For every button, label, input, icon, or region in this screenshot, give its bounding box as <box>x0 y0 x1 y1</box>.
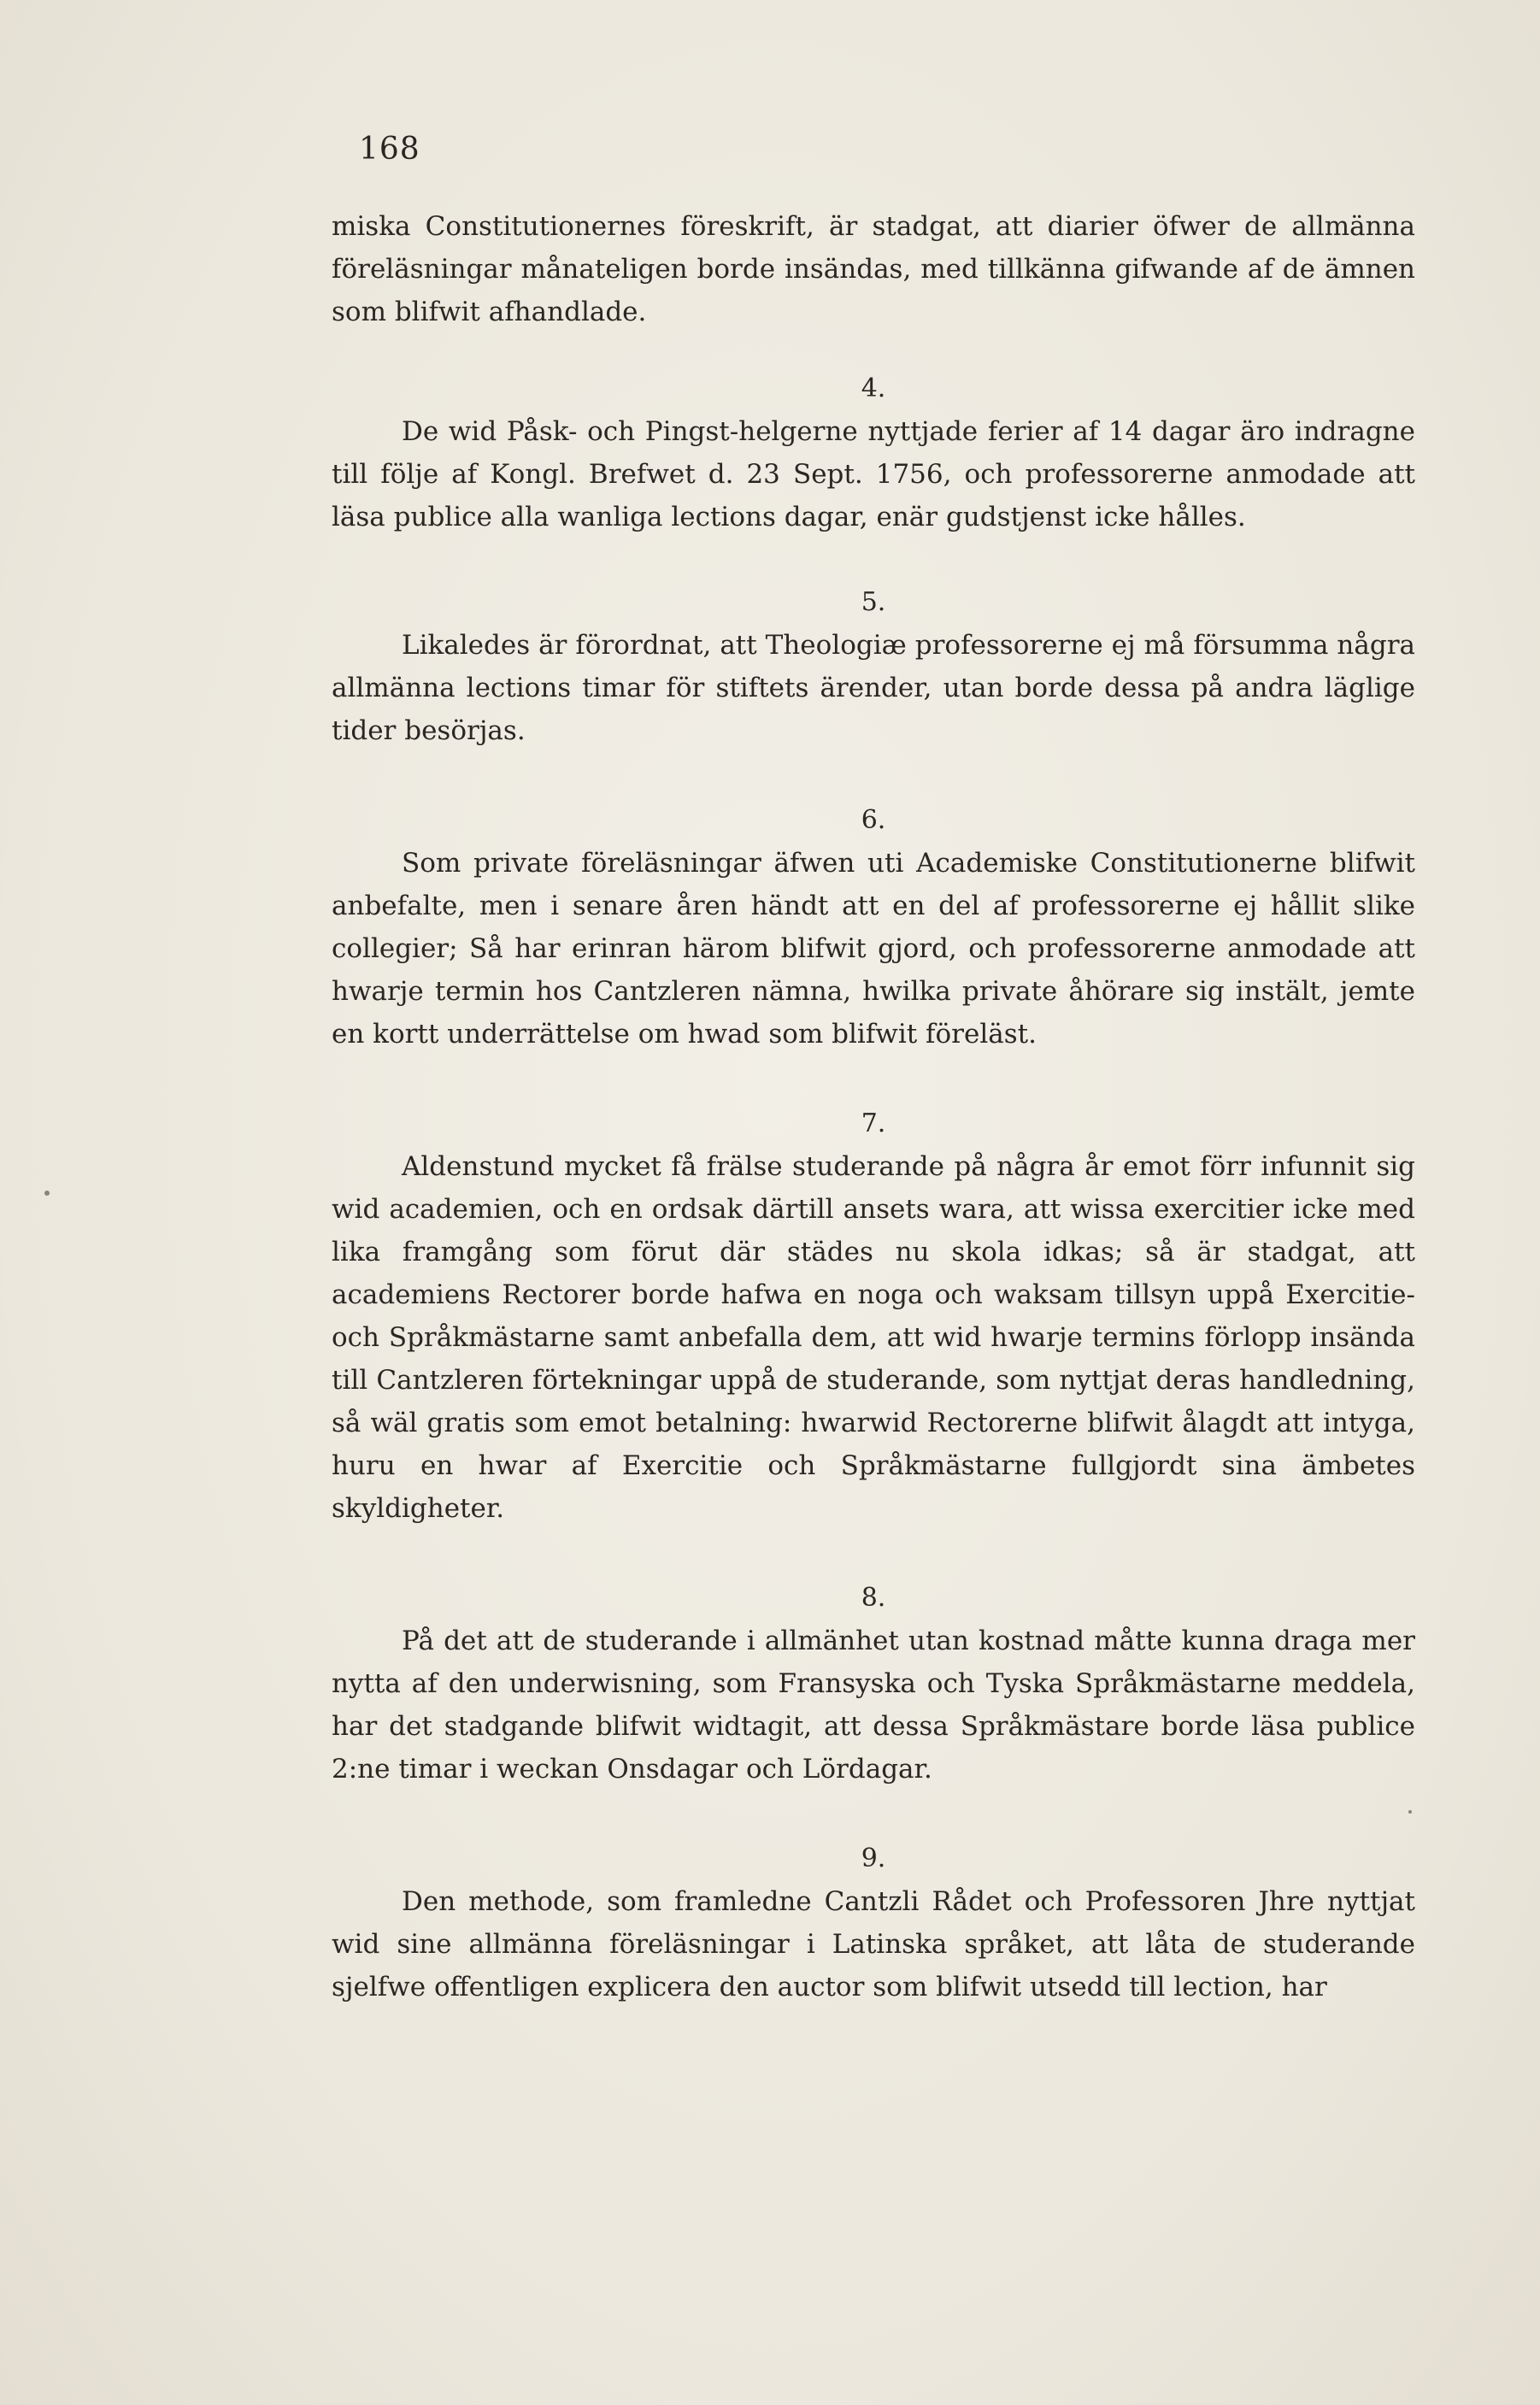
paragraph-section-9: Den methode, som framledne Cantzli Rådet och Professoren Jhre nyttjat wid sine allmänna föreläsningar i Latinska språket, att låta de studerande sjelfwe offentligen explicera den auctor som blifwit utsedd till lection, har <box>332 1886 1415 2002</box>
section-number-4: 4. <box>861 373 886 403</box>
section-8 <box>332 1577 1415 1791</box>
paragraph-section-7: Aldenstund mycket få frälse studerande på några år emot förr infunnit sig wid academien, och en ordsak därtill ansets wara, att wissa exercitier icke med lika framgång som förut där städes nu skola idkas; så är stadgat, att academiens Rectorer borde hafwa en noga och waksam tillsyn uppå Exercitie- och Språkmästarne samt anbefalla dem, att wid hwarje termins förlopp insända till Cantzleren förtekningar uppå de studerande, som nyttjat deras handledning, så wäl gratis som emot betalning: hwarwid Rectorerne blifwit ålagdt att intyga, huru en hwar af Exercitie och Språkmästarne fullgjordt sina ämbetes skyldigheter. <box>332 1151 1415 1524</box>
paper-speck <box>1408 1810 1412 1814</box>
section-number-9: 9. <box>861 1843 886 1873</box>
section-number-6: 6. <box>861 805 886 835</box>
section-number-8: 8. <box>861 1583 886 1613</box>
section-5 <box>332 581 1415 752</box>
section-continuation <box>332 205 1415 333</box>
paragraph-continuation: miska Constitutionernes föreskrift, är stadgat, att diarier öfwer de allmänna föreläsningar månateligen borde insändas, med tillkänna gifwande af de ämnen som blifwit afhandlade. <box>332 211 1415 327</box>
section-number-7: 7. <box>861 1108 886 1138</box>
paragraph-section-5: Likaledes är förordnat, att Theologiæ professorerne ej må försumma några allmänna lections timar för stiftets ärender, utan borde dessa på andra läglige tider besörjas. <box>332 630 1415 746</box>
section-9 <box>332 1838 1415 2008</box>
paper-speck <box>44 1191 50 1196</box>
section-4 <box>332 368 1415 538</box>
page-number: 168 <box>359 132 420 167</box>
paragraph-section-4: De wid Påsk- och Pingst-helgerne nyttjade ferier af 14 dagar äro indragne till följe af Kongl. Brefwet d. 23 Sept. 1756, och professorerne anmodade att läsa publice alla wanliga lections dagar, enär gudstjenst icke hålles. <box>332 416 1415 532</box>
paragraph-section-6: Som private föreläsningar äfwen uti Academiske Constitutionerne blifwit anbefalte, men i senare åren händt att en del af professorerne ej hållit slike collegier; Så har erinran härom blifwit gjord, och professorerne anmodade att hwarje termin hos Cantzleren nämna, hwilka private åhörare sig instält, jemte en kortt underrättelse om hwad som blifwit föreläst. <box>332 848 1415 1050</box>
section-6 <box>332 799 1415 1055</box>
section-7 <box>332 1103 1415 1530</box>
paragraph-section-8: På det att de studerande i allmänhet utan kostnad måtte kunna draga mer nytta af den underwisning, som Fransyska och Tyska Språkmästarne meddela, har det stadgande blifwit widtagit, att dessa Språkmästare borde läsa publice 2:ne timar i weckan Onsdagar och Lördagar. <box>332 1626 1415 1785</box>
section-number-5: 5. <box>861 587 886 617</box>
